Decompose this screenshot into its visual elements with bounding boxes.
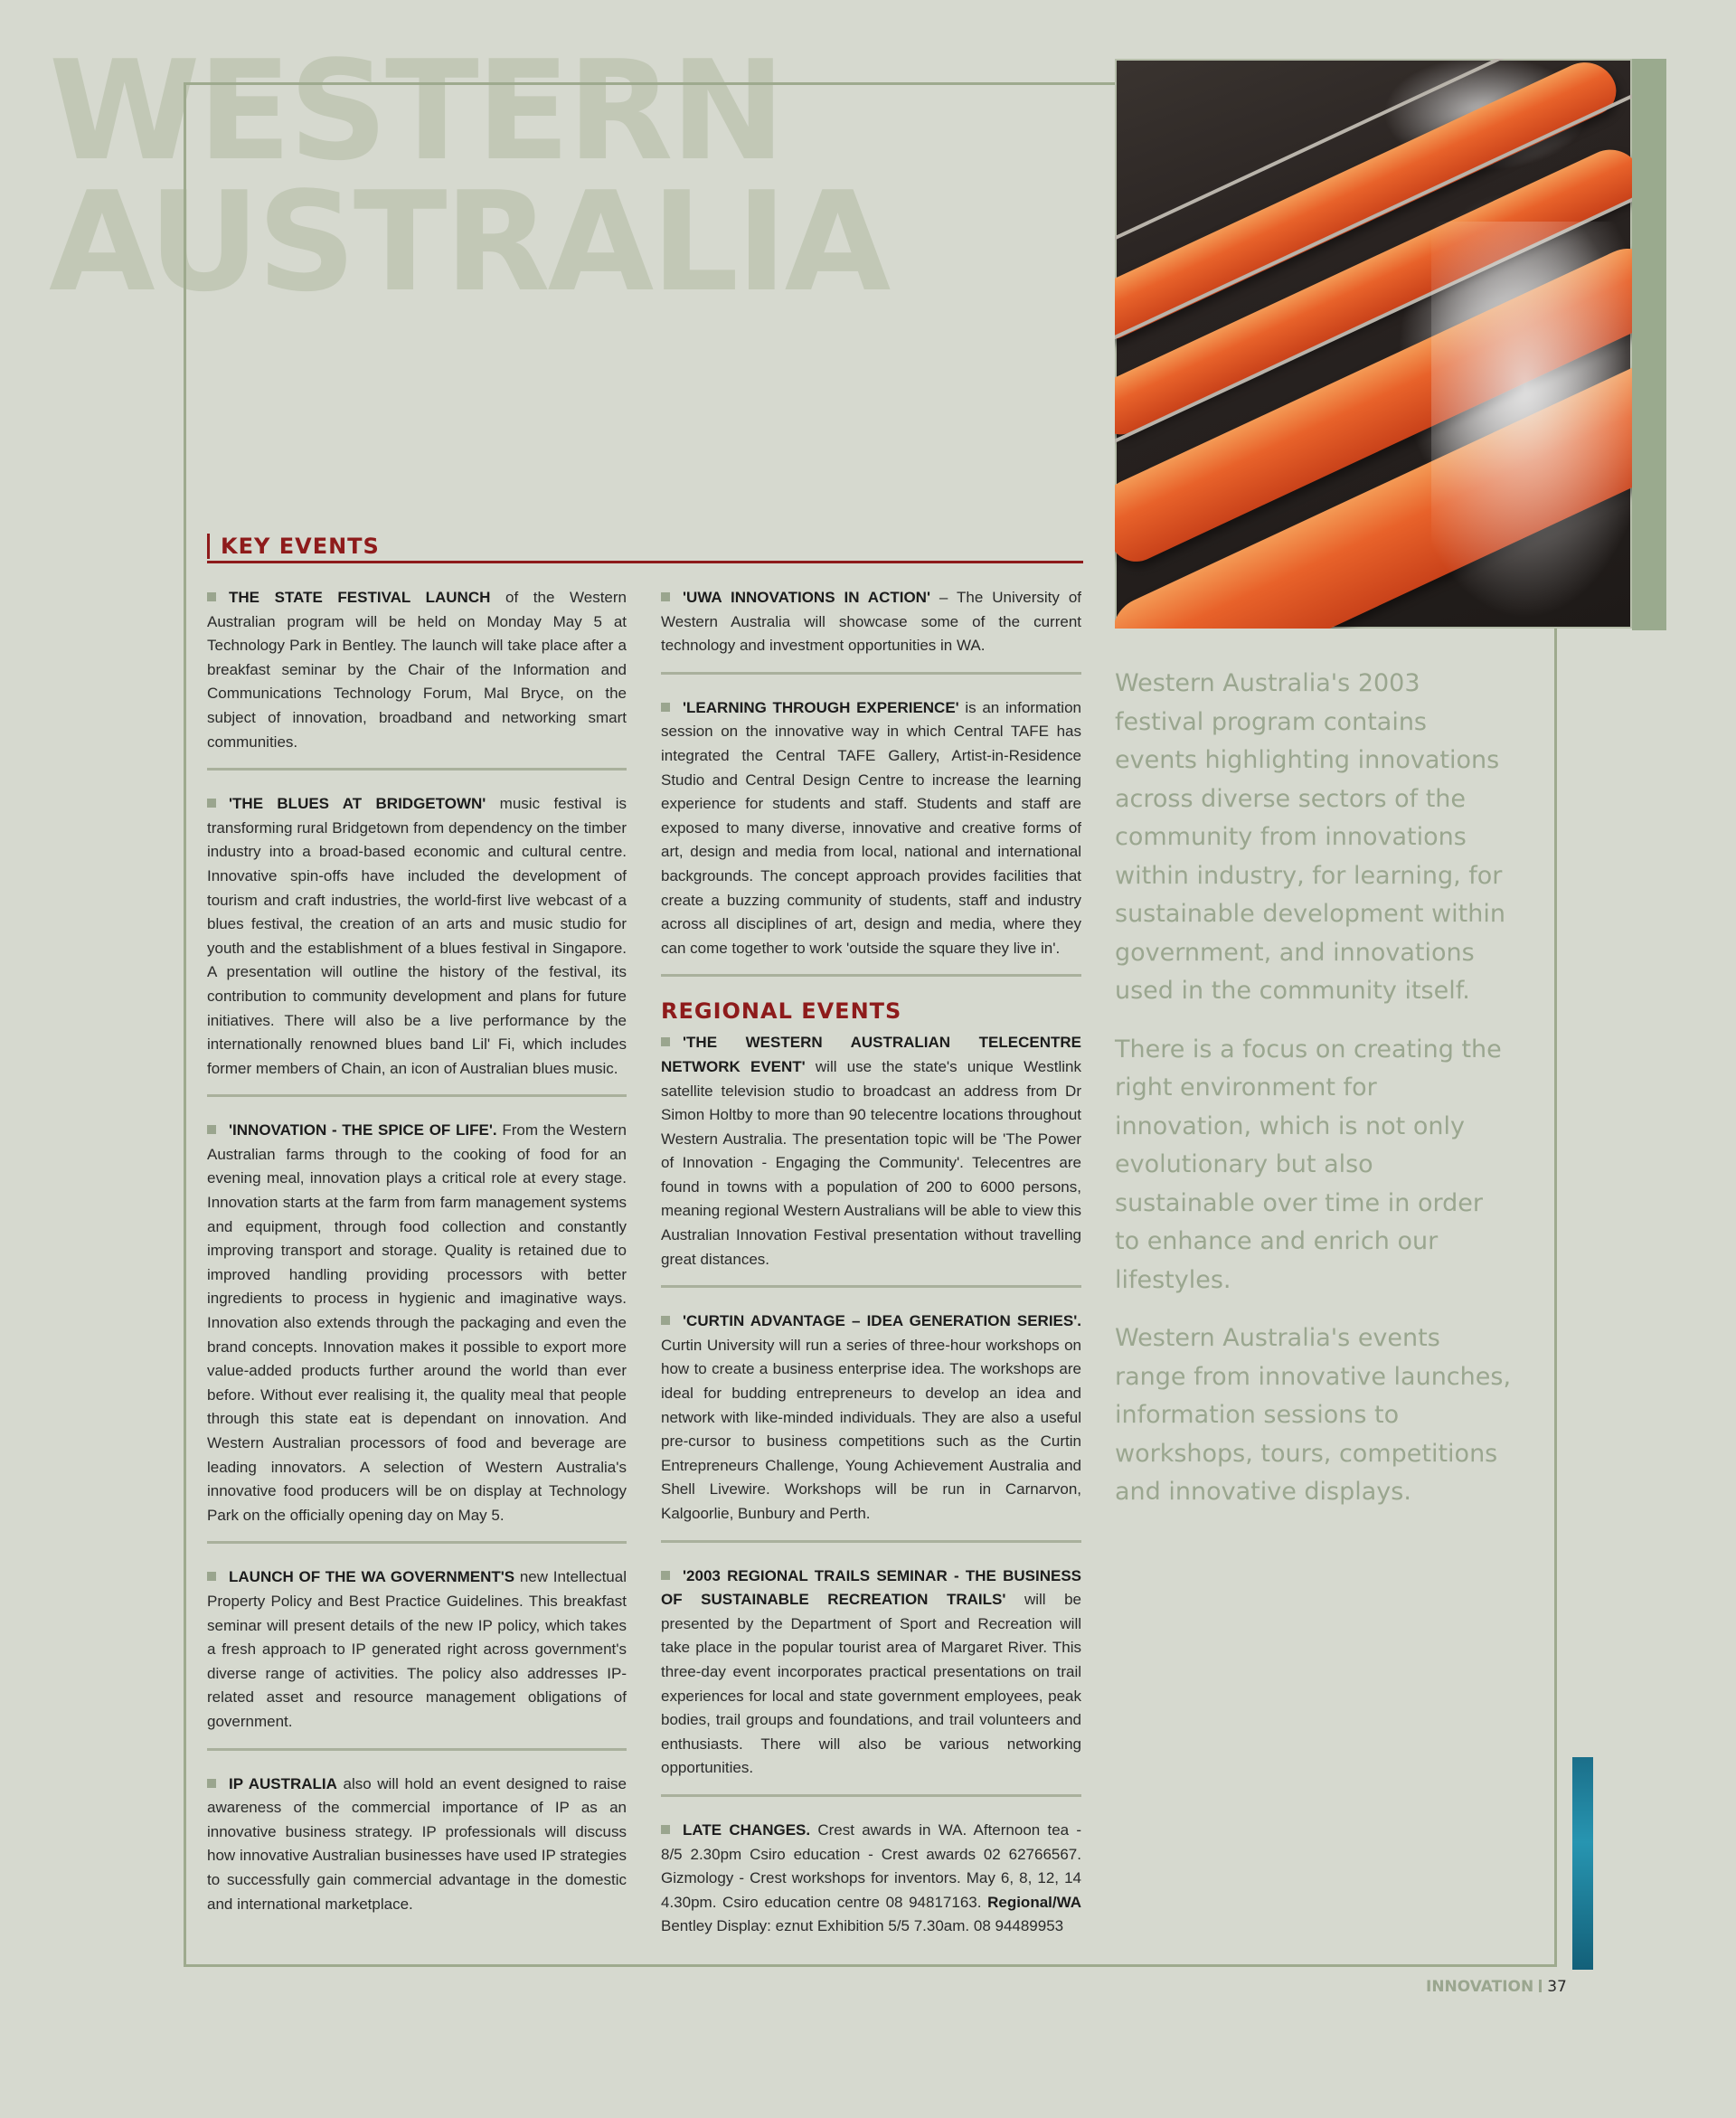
event-item: 'LEARNING THROUGH EXPERIENCE' is an information session on the innovative way in which Central TAFE has integrated the Central TAFE Gallery, Artist-in-Residence Studio and Central Design Centre to increase the learning experience for students and staff. Students and staff are exposed to many diverse, innovative and creative forms of art, design and media from local, national and international backgrounds. The concept approach provides facilities that create a buzzing community of students, staff and industry across all disciplines of art, design and media, where they can come together to work 'outside the square they live in'. — [661, 698, 1081, 957]
page-number: 37 — [1547, 1978, 1567, 1996]
event-item: 'THE BLUES AT BRIDGETOWN' music festival is transforming rural Bridgetown from dependency on the timber industry into a broad-based economic and cultural centre. Innovative spin-offs have included the development of tourism and craft industries, the world-first live webcast of a blues festival, the creation of an arts and music studio for youth and the establishment of a blues festival in Singapore. A presentation will outline the history of the festival, its contribution to community development and plans for future initiatives. There will also be a live performance by the internationally renowned blues band Lil' Fi, which includes former members of Chain, an icon of Australian blues music. — [207, 795, 627, 1077]
event-item: 'THE WESTERN AUSTRALIAN TELECENTRE NETWORK EVENT' will use the state's unique Westlink satellite television studio to broadcast an address from Dr Simon Holtby to more than 90 telecentre locations throughout Western Australia. The presentation topic will be 'The Power of Innovation - Engaging the Community'. Telecentres are found in towns with a population of 200 to 6000 persons, meaning regional Western Australians will be able to view this Australian Innovation Festival presentation without travelling great distances. — [661, 1034, 1081, 1268]
event-item: THE STATE FESTIVAL LAUNCH of the Western Australian program will be held on Monday May 5 at Technology Park in Bentley. The launch will take place after a breakfast seminar by the Chair of the Information and Communications Technology Forum, Mal Bryce, on the subject of innovation, broadband and networking smart communities. — [207, 589, 627, 751]
bullet-icon — [661, 1037, 670, 1046]
accent-bar — [1632, 59, 1666, 630]
late-changes-item: LATE CHANGES. Crest awards in WA. Afternoon tea - 8/5 2.30pm Csiro education - Crest awards 02 62766567. Gizmology - Crest workshops for inventors. May 6, 8, 12, 14 4.30pm. Csiro education centre 08 94817163. Regional/WA Bentley Display: eznut Exhibition 5/5 7.30am. 08 94489953 — [661, 1820, 1082, 1935]
divider — [207, 1094, 627, 1097]
event-item: 'INNOVATION - THE SPICE OF LIFE'. From the Western Australian farms through to the cooking of food for an evening meal, innovation plays a critical role at every stage. Innovation starts at the farm from farm management systems and equipment, through food collection and constantly improving transport and storage. Quality is retained due to improved handling providing processors with better ingredients to process in hygienic and imaginative ways. Innovation also extends through the packaging and even the brand concepts. Innovation makes it possible to export more value-added products further around the world than ever before. Without ever realising it, the quality meal that people through this state eat is dependant on innovation. And Western Australian processors of food and beverage are leading innovators. A selection of Western Australia's innovative food producers will be on display at Technology Park on the officially opening day on May 5. — [207, 1121, 627, 1524]
bullet-icon — [661, 1316, 670, 1325]
event-item: IP AUSTRALIA also will hold an event designed to raise awareness of the commercial importance of IP as an innovative business strategy. IP professionals will discuss how innovative Australian businesses have used IP strategies to successfully gain commercial advantage in the domestic and international marketplace. — [207, 1774, 627, 1913]
footer-divider — [1539, 1980, 1542, 1992]
right-column — [661, 586, 1081, 1939]
event-item: 'CURTIN ADVANTAGE – IDEA GENERATION SERIES'. Curtin University will run a series of three-hour workshops on how to create a business enterprise idea. The workshops are ideal for budding entrepreneurs to develop an idea and network with like-minded individuals. They are also a useful pre-cursor to business competitions such as the Curtin Entrepreneurs Challenge, Young Achievement Australia and Shell Livewire. Workshops will be run in Carnarvon, Kalgoorlie, Bunbury and Perth. — [661, 1312, 1081, 1522]
divider — [661, 1540, 1081, 1543]
event-item: LAUNCH OF THE WA GOVERNMENT'S new Intellectual Property Policy and Best Practice Guidelines. This breakfast seminar will present details of the new IP policy, which takes a fresh approach to IP generated right across government's diverse range of activities. The policy also addresses IP-related asset and resource management obligations of government. — [207, 1568, 627, 1730]
circuit-accent-bar — [1572, 1757, 1593, 1970]
pull-quote: Western Australia's events range from innovative launches, information sessions to workshops, tours, competitions and innovative displays. — [1115, 1324, 1512, 1506]
divider — [661, 1794, 1081, 1797]
bullet-icon — [661, 703, 670, 712]
pull-quote-column — [1115, 665, 1513, 1532]
pull-quote: Western Australia's 2003 festival program contains events highlighting innovations across diverse sectors of the community from innovations within industry, for learning, for sustainable development within government, and innovations used in the community itself. — [1115, 669, 1505, 1005]
key-events-heading: KEY EVENTS — [207, 534, 380, 559]
divider — [661, 974, 1081, 977]
bullet-icon — [661, 1825, 670, 1834]
bullet-icon — [207, 1572, 216, 1581]
divider — [207, 768, 627, 771]
steam — [1431, 222, 1632, 629]
divider — [661, 672, 1081, 675]
divider — [661, 1285, 1081, 1288]
title-line-2: AUSTRALIA — [49, 162, 889, 322]
bullet-icon — [207, 1125, 216, 1134]
event-item: 'UWA INNOVATIONS IN ACTION' – The University of Western Australia will showcase some of the current technology and investment opportunities in WA. — [661, 589, 1081, 655]
title-line-1: WESTERN — [49, 31, 783, 191]
section-name: INNOVATION — [1426, 1978, 1534, 1996]
bullet-icon — [207, 592, 216, 601]
page-footer — [1426, 1978, 1567, 1996]
bullet-icon — [661, 1571, 670, 1580]
divider — [207, 1541, 627, 1544]
bullet-icon — [207, 799, 216, 808]
divider — [207, 1748, 627, 1751]
salmon-photo — [1115, 59, 1632, 629]
event-item: '2003 REGIONAL TRAILS SEMINAR - THE BUSINESS OF SUSTAINABLE RECREATION TRAILS' will be presented by the Department of Sport and Recreation will take place in the popular tourist area of Margaret River. This three-day event incorporates practical presentations on trail experiences for local and state government employees, peak bodies, trail groups and foundations, and trail volunteers and enthusiasts. There will also be various networking opportunities. — [661, 1566, 1081, 1777]
key-events-rule — [207, 561, 1083, 563]
pull-quote: There is a focus on creating the right environment for innovation, which is not only evolutionary but also sustainable over time in order to enhance and enrich our lifestyles. — [1115, 1035, 1502, 1294]
bullet-icon — [661, 592, 670, 601]
regional-events-heading: REGIONAL EVENTS — [661, 998, 902, 1025]
bullet-icon — [207, 1779, 216, 1788]
left-column — [207, 586, 627, 1916]
